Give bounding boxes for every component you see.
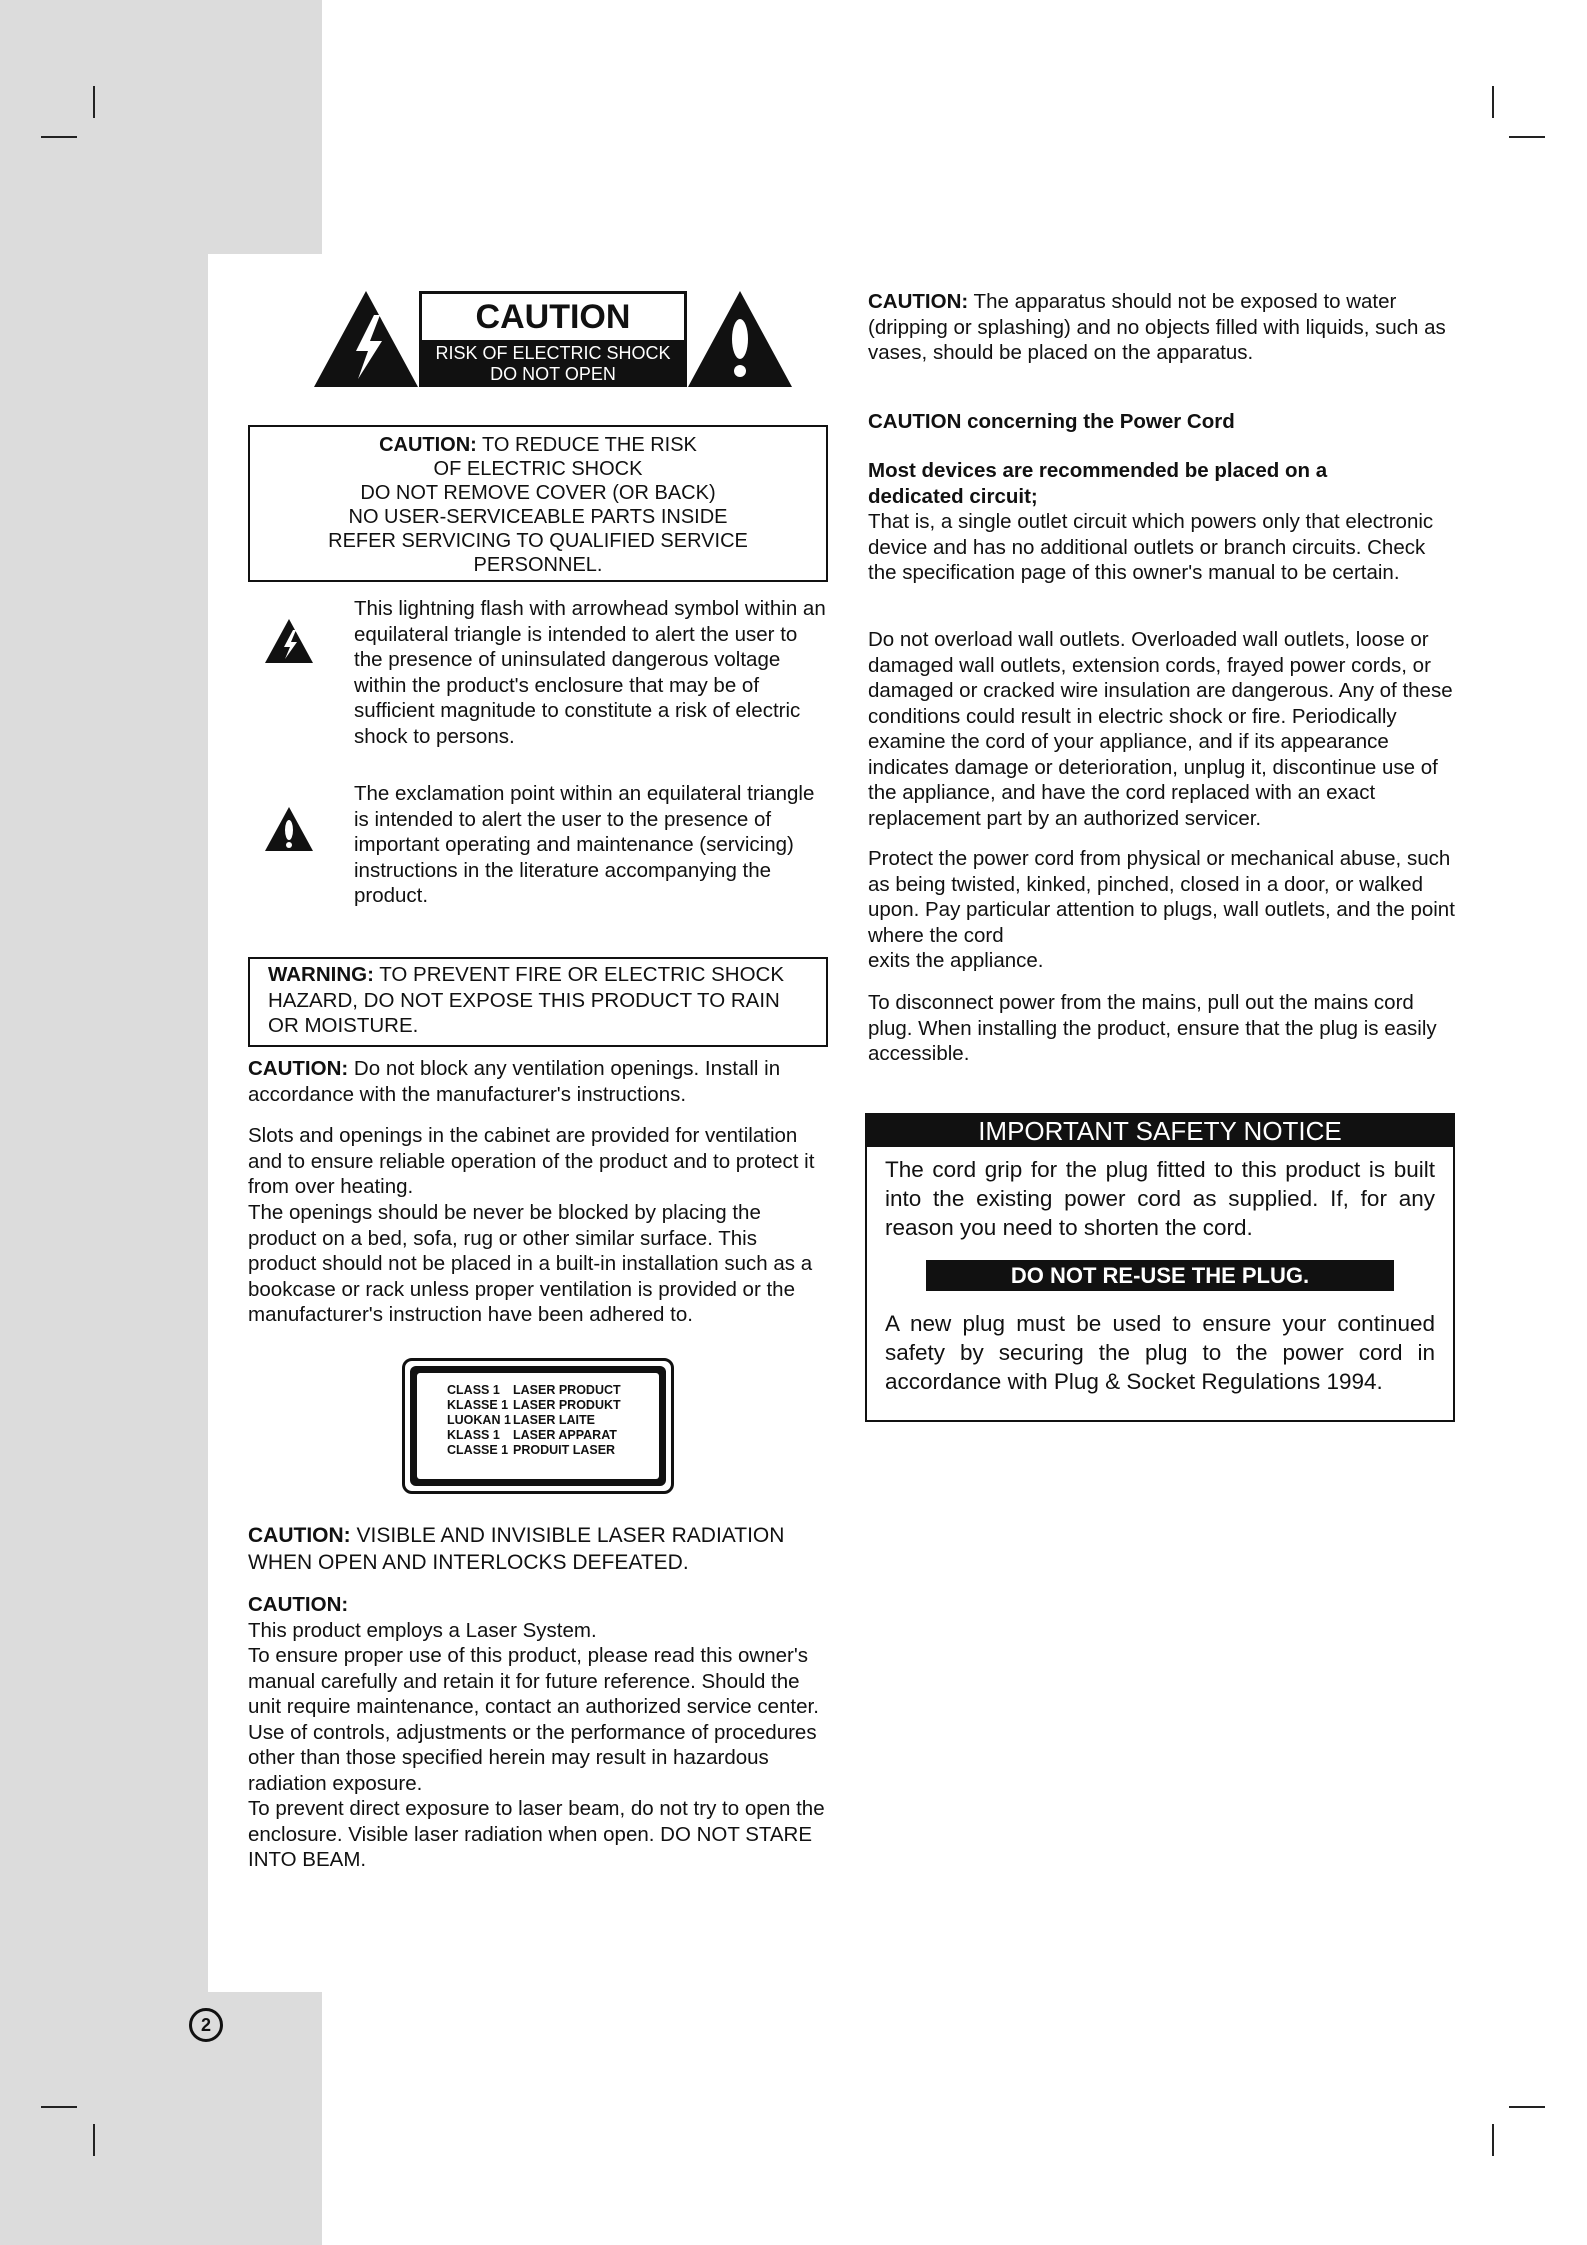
safety-notice-para1: The cord grip for the plug fitted to this product is built into the existing power cord as supplied. If, for any reason you need to shorten the cord.: [885, 1157, 1435, 1240]
dedicated-circuit: [868, 458, 1458, 586]
fire-warning-box: [248, 957, 828, 1047]
radiation-caution: [248, 1522, 828, 1576]
caution-line-1: RISK OF ELECTRIC SHOCK: [435, 343, 671, 363]
caution-header: [312, 289, 792, 389]
laser-row: CLASS 1 LASER PRODUCT: [447, 1383, 621, 1397]
dedicated-heading: Most devices are recommended be placed on a dedicated circuit;: [868, 459, 1328, 508]
laser-row: LUOKAN 1 LASER LAITE: [447, 1413, 595, 1427]
safety-notice-box: [865, 1113, 1455, 1422]
page-number: 2: [189, 2008, 223, 2042]
caution-subtitle-block: [422, 340, 684, 387]
exclamation-triangle-icon: [686, 289, 794, 389]
laser-row: KLASS 1 LASER APPARAT: [447, 1428, 617, 1442]
protect-paragraph: Protect the power cord from physical or mechanical abuse, such as being twisted, kinked, pinched, closed in a door, or walked upon. Pay particular attention to plugs, wall outlets, and the point where the cord exits the appliance.: [868, 847, 1455, 972]
disconnect-paragraph: To disconnect power from the mains, pull out the mains cord plug. When installing the product, ensure that the plug is easily accessible.: [868, 991, 1437, 1065]
shock-line: TO REDUCE THE RISK: [482, 434, 697, 456]
safety-notice-title: IMPORTANT SAFETY NOTICE: [867, 1115, 1453, 1147]
laser-caution-line: Use of controls, adjustments or the performance of procedures other than those specified herein may result in hazardous radiation exposure.: [248, 1720, 817, 1795]
vent-caution-label: CAUTION:: [248, 1057, 349, 1080]
laser-class-label: [402, 1358, 674, 1494]
crop-mark: [1492, 2124, 1494, 2156]
shock-line: PERSONNEL.: [473, 554, 603, 576]
radiation-caution-text: VISIBLE AND INVISIBLE LASER RADIATION WHEN OPEN AND INTERLOCKS DEFEATED.: [248, 1524, 785, 1574]
lightning-description: This lightning flash with arrowhead symbol within an equilateral triangle is intended to alert the user to the presence of uninsulated dangerous voltage within the product's enclosure that may be of sufficient magnitude to constitute a risk of electric shock to persons.: [354, 597, 826, 748]
crop-mark: [93, 2124, 95, 2156]
shock-line: DO NOT REMOVE COVER (OR BACK): [360, 482, 716, 504]
lightning-triangle-icon: [312, 289, 420, 389]
crop-mark: [41, 2106, 77, 2108]
vent-caution-text: Do not block any ventilation openings. Install in accordance with the manufacturer's instructions.: [248, 1057, 781, 1106]
radiation-caution-label: CAUTION:: [248, 1524, 351, 1547]
openings-paragraph: The openings should be never be blocked by placing the product on a bed, sofa, rug or other similar surface. This product should not be placed in a built-in installation such as a bookcase or rack unless proper ventilation is provided or the manufacturer's instruction have been adhered to.: [248, 1201, 813, 1326]
shock-caution-label: CAUTION:: [379, 434, 477, 456]
shock-line: OF ELECTRIC SHOCK: [433, 458, 643, 480]
crop-mark: [41, 136, 77, 138]
lightning-small-icon: [264, 618, 314, 664]
shock-line: REFER SERVICING TO QUALIFIED SERVICE: [328, 530, 748, 552]
caution-label-box: [419, 291, 687, 387]
ventilation-caution: [248, 1056, 828, 1107]
crop-mark: [1509, 136, 1545, 138]
dedicated-text: That is, a single outlet circuit which powers only that electronic device and has no additional outlets or branch circuits. Check the specification page of this owner's manual to be certain.: [868, 510, 1434, 584]
water-caution-text: The apparatus should not be exposed to water (dripping or splashing) and no objects filled with liquids, such as vases, should be placed on the apparatus.: [868, 290, 1446, 364]
shock-line: NO USER-SERVICEABLE PARTS INSIDE: [348, 506, 728, 528]
crop-mark: [1509, 2106, 1545, 2108]
shock-warning-box: [248, 425, 828, 582]
power-cord-heading: CAUTION concerning the Power Cord: [868, 410, 1235, 433]
caution-line-2: DO NOT OPEN: [490, 364, 616, 384]
warning-text: TO PREVENT FIRE OR ELECTRIC SHOCK HAZARD, DO NOT EXPOSE THIS PRODUCT TO RAIN OR MOISTURE.: [268, 963, 784, 1037]
laser-row: KLASSE 1 LASER PRODUKT: [447, 1398, 621, 1412]
laser-caution-line: To prevent direct exposure to laser beam, do not try to open the enclosure. Visible laser radiation when open. DO NOT STARE INTO BEAM.: [248, 1797, 825, 1871]
exclamation-small-icon: [264, 806, 314, 852]
slots-paragraph: Slots and openings in the cabinet are provided for ventilation and to ensure reliable operation of the product and to protect it from over heating.: [248, 1124, 815, 1198]
do-not-reuse-banner: DO NOT RE-USE THE PLUG.: [926, 1260, 1394, 1291]
laser-caution-label: CAUTION:: [248, 1593, 349, 1616]
laser-caution-line: This product employs a Laser System.: [248, 1618, 597, 1642]
laser-system-caution: [248, 1592, 828, 1873]
laser-caution-line: To ensure proper use of this product, please read this owner's manual carefully and retain it for future reference. Should the unit require maintenance, contact an authorized service center.: [248, 1644, 819, 1718]
overload-paragraph: Do not overload wall outlets. Overloaded wall outlets, loose or damaged wall outlets, extension cords, frayed power cords, or damaged or cracked wire insulation are dangerous. Any of these conditions could result in electric shock or fire. Periodically examine the cord of your appliance, and if its appearance indicates damage or deterioration, unplug it, discontinue use of the appliance, and have the cord replaced with an exact replacement part by an authorized servicer.: [868, 628, 1453, 830]
laser-row: CLASSE 1 PRODUIT LASER: [447, 1443, 616, 1457]
water-caution-label: CAUTION:: [868, 290, 969, 313]
crop-mark: [93, 86, 95, 118]
exclamation-description: The exclamation point within an equilateral triangle is intended to alert the user to the presence of important operating and maintenance (servicing) instructions in the literature accompanying the product.: [354, 782, 815, 907]
safety-notice-para2: A new plug must be used to ensure your continued safety by securing the plug to the power cord in accordance with Plug & Socket Regulations 1994.: [885, 1311, 1435, 1394]
water-caution: [868, 289, 1458, 366]
warning-label: WARNING:: [268, 963, 374, 986]
caution-title: CAUTION: [475, 298, 631, 336]
crop-mark: [1492, 86, 1494, 118]
